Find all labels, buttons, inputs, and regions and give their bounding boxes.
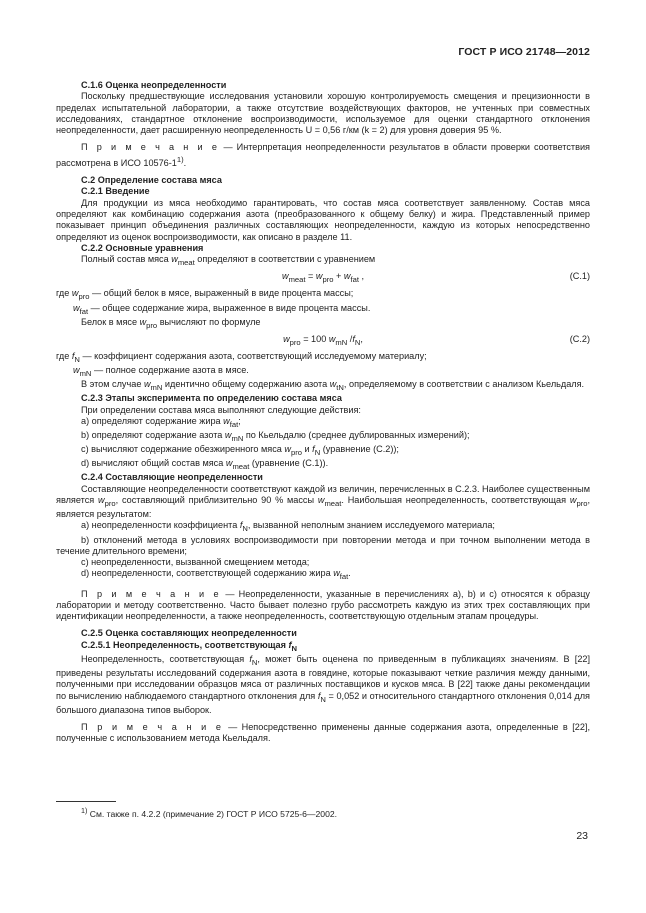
section-c24-paragraph: Составляющие неопределенности соответствуют каждой из величин, перечисленных в С.2.3. Наиболее существенным является $w_{pro}$, составляющий приблизительно 90 % массы $w_{meat}$. Наибольшая неопределенность, соответствующая $w_{pro}$, является результатом: — [56, 483, 591, 520]
page-number: 23 — [576, 830, 588, 842]
equation-2: $w_{pro} = 100$ $w_{mN}$ $/f_N$, (С.2) — [283, 333, 590, 347]
note-label: П р и м е ч а н и е — [81, 142, 220, 153]
footnote: $^{1)}$ См. также п. 4.2.2 (примечание 2) ГОСТ Р ИСО 5725-6—2002. — [81, 807, 338, 819]
equation-2-intro: Белок в мясе $w_{pro}$ вычисляют по формуле — [81, 316, 261, 330]
note-1: П р и м е ч а н и е — Интерпретация неопределенности результатов в области проверки соответствия рассмотрена в ИСО 10576-1$^{1)}$. — [56, 142, 590, 168]
section-c21-title: С.2.1 Введение — [81, 186, 150, 197]
step-a: a) определяют содержание жира $w_{fat}$; — [81, 415, 241, 429]
section-c16-title: С.1.6 Оценка неопределенности — [81, 80, 227, 90]
equation-1-intro: Полный состав мяса $w_{meat}$ определяют в соответствии с уравнением — [81, 254, 376, 268]
step-d: d) вычисляют общий состав мяса $w_{meat}$ (уравнение (С.1)). — [81, 458, 329, 472]
document-standard-header: ГОСТ Р ИСО 21748—2012 — [458, 46, 590, 58]
uncertainty-b: b) отклонений метода в условиях воспроизводимости при повторении метода и при точном выполнении метода в течение длительного времени; — [56, 534, 590, 556]
section-c23-title: С.2.3 Этапы эксперимента по определению состава мяса — [81, 393, 342, 404]
section-c25-title: С.2.5 Оценка составляющих неопределенности — [81, 628, 297, 639]
uncertainty-a: a) неопределенности коэффициента $f_N$, вызванной неполным знанием исследуемого материала; — [81, 520, 495, 534]
step-c: c) вычисляют содержание обезжиренного мяса $w_{pro}$ и $f_N$ (уравнение (С.2)); — [81, 444, 399, 457]
uncertainty-c: c) неопределенности, вызванной смещением метода; — [81, 557, 310, 568]
step-b: b) определяют содержание азота $w_{mN}$ по Кьельдалю (среднее дублированных измерений); — [81, 430, 470, 443]
equation-2-number: (С.2) — [569, 333, 590, 344]
note-1-text: — Интерпретация неопределенности результатов в области проверки соответствия рассмотрена в ИСО 10576-1 — [56, 142, 590, 168]
note-3: П р и м е ч а н и е — Непосредственно применены данные содержания азота, определенные в [22], полученные с использованием метода Кьельдаля. — [56, 722, 590, 744]
where-2-fn: где $f_N$ — коэффициент содержания азота, соответствующий исследуемому материалу; — [56, 350, 427, 364]
equation-1-number: (С.1) — [569, 271, 590, 282]
where-1-pro: где $w_{pro}$ — общий белок в мясе, выраженный в виде процента массы; — [56, 288, 354, 302]
page-body — [56, 80, 590, 745]
section-c2-title: С.2 Определение состава мяса — [81, 175, 222, 186]
footnote-ref: 1) — [176, 154, 184, 164]
section-c251-paragraph: Неопределенность, соответствующая $f_N$, может быть оценена по приведенным в публикациях значениям. В [22] приведены результаты исследований содержания азота в говядине, которые показывают четкие различия между данными, полученными при исследовании образцов мяса от различных поставщиков и кусков мяса. В [22] также даны рекомендации по вычислению наблюдаемого стандартного отклонения для $f_N = 0,052$ и относительного стандартного отклонения 0,014 для большого диапазона типов выборок. — [56, 653, 590, 715]
equation-1: $w_{meat} = w_{pro} + w_{fat}$ , (С.1) — [281, 271, 590, 285]
section-c22-title: С.2.2 Основные уравнения — [81, 242, 204, 253]
section-c23-intro: При определении состава мяса выполняют следующие действия: — [81, 404, 361, 415]
where-2-wmn: $w_{mN}$ — полное содержание азота в мясе. — [73, 365, 249, 378]
footnote-divider — [56, 801, 116, 802]
uncertainty-d: d) неопределенности, соответствующей содержанию жира $w_{fat}$. — [81, 568, 351, 582]
where-1-fat: $w_{fat}$ — общее содержание жира, выраженное в виде процента массы. — [73, 302, 371, 316]
section-c21-paragraph: Для продукции из мяса необходимо гарантировать, что состав мяса соответствует заявленному. Состав мяса определяют как комбинацию содержания азота (преобразованного к общему белку) и жира. Представленный пример показывает принцип объединения различных составляющих неопределенности, каждую из которых непосредственно определяют из оценок воспроизводимости, как описано в разделе 11. — [56, 197, 590, 242]
note-2: П р и м е ч а н и е — Неопределенности, указанные в перечислениях а), b) и с) относятся к образцу лаборатории и методу соответственно. Часто бывает полезно грубо рассмотреть каждую из этих трех составляющих при идентификации неопределенности, а также неопределенность, соответствующую отдельным этапам процедуры. — [56, 588, 590, 622]
section-c24-title: С.2.4 Составляющие неопределенности — [81, 472, 263, 483]
section-c16-paragraph: Поскольку предшествующие исследования установили хорошую контролируемость смещения и прецизионности в пределах испытательной лаборатории, а также отсутствие воздействующих факторов, не учтенных при совместных исследованиях, стандартное отклонение воспроизводимости, используемое для оценки стандартного отклонения неопределенности, дает расширенную неопределенность U = 0,56 г/км (k = 2) для уровня доверия 95 %. — [56, 91, 590, 136]
kjeldahl-paragraph: В этом случае $w_{mN}$ идентично общему содержанию азота $w_{tN}$, определяемому в соответствии с анализом Кьельдаля. — [81, 379, 585, 393]
section-c251-title: С.2.5.1 Неопределенность, соответствующая $f_N$ — [81, 639, 298, 653]
